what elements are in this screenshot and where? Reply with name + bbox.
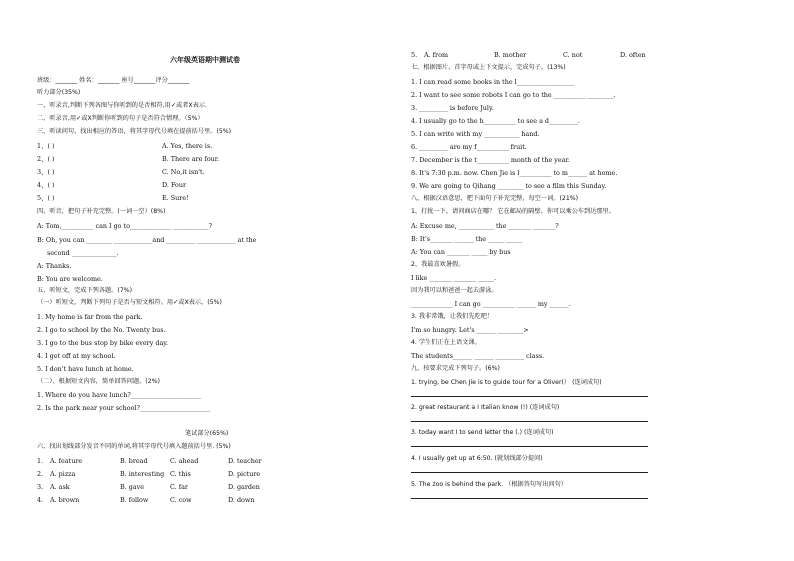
- section-8-prompt: 1、打扰一下，请问商店在哪？ 它在邮局的隔壁。你可以乘公车到达那里。: [411, 208, 615, 215]
- section-6-option-c: C. this: [170, 470, 191, 478]
- section-6-option-b: B. follow: [120, 496, 149, 504]
- section-8-instruction: 八、根据汉语意思，把下面句子补充完整，每空一词。(21%): [411, 195, 579, 202]
- section-4-line: B: You are welcome.: [37, 275, 103, 283]
- answer-line: [411, 421, 648, 422]
- section-6-option-d: D. down: [228, 496, 255, 504]
- section-9-item: 5. The zoo is behind the park. （根据答句写出问句）: [411, 481, 568, 488]
- section-6-number: 2.: [37, 470, 44, 478]
- exam-title: 六年级英语期中测试卷: [170, 56, 240, 64]
- section-5-statement: 1. My home is far from the park.: [37, 313, 143, 321]
- section-4-line: A: Tom,__________ can I go to_____________ ___________?: [37, 222, 213, 230]
- section-3-option: C. No,it isn't.: [162, 168, 205, 176]
- section-7-item: 2. I want to see some robots I can go to the __________ ________.: [411, 91, 616, 99]
- section-5-statement: 4. I get off at my school.: [37, 352, 116, 360]
- answer-line: [411, 446, 648, 447]
- section-4-line: B: Oh, you can ________ ____________and _________ ____________ at the: [37, 236, 257, 244]
- section-8-prompt: 3. 我非常饿，让我们先吃吧！: [411, 313, 494, 320]
- section-9-item: 1. trying, be Chen Jie is to guide tour for a Oliver(） (连词成句): [411, 379, 602, 386]
- section-6-number: 5.: [411, 51, 418, 59]
- section-5-statement: 2. I go to school by the No. Twenty bus.: [37, 326, 166, 334]
- section-6-option-c: C. not: [563, 51, 583, 59]
- section-3-item-number: 3、( ): [37, 168, 55, 176]
- section-6-option-d: D. often: [620, 51, 646, 59]
- section-8-line: B: It's_______ ______ the _____ _____: [411, 235, 523, 243]
- section-6-number: 1.: [37, 457, 44, 465]
- section-6-option-c: C. cow: [170, 496, 192, 504]
- section-5-part-2: （二）、根据短文内容，简单回答问题。(2%): [37, 378, 160, 385]
- section-6-option-d: D. teacher: [228, 457, 262, 465]
- section-6-instruction: 六、找出划线部分发音不同的单词,将其字母代号填入题前括号里. (5%): [37, 443, 231, 450]
- section-4-line: second ______________.: [47, 249, 119, 257]
- section-9-item: 2. great restaurant a I Italian know (!) (连词成句): [411, 404, 560, 411]
- section-6-option-b: B. interesting: [120, 470, 165, 478]
- section-7-item: 7. December is the t__________ month of the year.: [411, 156, 570, 164]
- section-4-instruction: 四、听音，把句子补充完整。(一词一空）(8%): [37, 208, 166, 215]
- section-6-number: 4.: [37, 496, 44, 504]
- section-5-instruction: 五、听短文，完成下列各题。(7%): [37, 287, 133, 294]
- section-4-line: A: Thanks.: [37, 262, 72, 270]
- section-8-line: _____________ I can go __________ ______ my ______.: [411, 300, 571, 308]
- section-6-option-a: A. ask: [50, 483, 70, 491]
- section-3-item-number: 1、( ): [37, 142, 55, 150]
- section-8-line: I like _______ _______ _____.: [411, 274, 497, 282]
- section-3-option: A. Yes, there is.: [162, 142, 213, 150]
- section-2-instruction: 二、听录音,用✓或X判断你听到的句子是否符合情理。（5%）: [37, 115, 204, 122]
- section-8-line: A: You can _______ _____ by bus: [411, 248, 511, 256]
- section-7-item: 1. I can read some books in the l__________________: [411, 78, 575, 86]
- section-6-option-b: B. bread: [120, 457, 148, 465]
- section-6-option-a: A. pizza: [50, 470, 76, 478]
- section-3-item-number: 4、( ): [37, 181, 55, 189]
- header-fields: 班级：_______ 姓名：_______ 座号_______评分_______: [37, 77, 190, 84]
- section-8-prompt: 2、我最喜欢暑假。: [411, 261, 465, 268]
- section-6-option-d: D. garden: [228, 483, 260, 491]
- answer-line: [411, 396, 648, 397]
- section-8-prompt: 因为我可以和爸爸一起去游泳。: [411, 287, 498, 294]
- section-9-instruction: 九、按要求完成下列句子。(6%): [411, 365, 500, 372]
- section-9-item: 3. today want I to send letter the (.) (连词成句): [411, 429, 554, 436]
- section-7-item: 8. It's 7:30 p.m. now. Chen Jie is l__________ to m______ at home.: [411, 169, 618, 177]
- section-8-line: A: Excuse me, ___________ the _______ _______?: [411, 222, 559, 230]
- section-3-item-number: 5、( ): [37, 194, 55, 202]
- section-3-option: B. There are four.: [162, 155, 220, 163]
- section-8-prompt: 4. 学生们正在上语文课。: [411, 339, 481, 346]
- section-6-option-a: A. feature: [50, 457, 83, 465]
- section-7-item: 4. I usually go to the h__________ to see a d_________.: [411, 117, 580, 125]
- section-5-question: 1. Where do you have lunch?______________________: [37, 391, 202, 399]
- section-5-question: 2. Is the park near your school?______________________: [37, 404, 211, 412]
- section-8-line: I'm so hungry. Let's ______ ________>: [411, 326, 529, 334]
- section-3-item-number: 2、( ): [37, 155, 55, 163]
- section-1-instruction: 一、听录音,判断下列各图与你听到的是否相符,用✓或者X表示.: [37, 102, 208, 109]
- section-3-option: E. Sure!: [162, 194, 189, 202]
- section-5-part-1: （一）听短文，判断下列句子是否与短文相符。用✓或X表示。(5%): [37, 299, 222, 306]
- section-6-option-b: B. gave: [120, 483, 145, 491]
- section-9-item: 4. I usually get up at 6:50. (就划线部分提问): [411, 455, 543, 462]
- section-7-item: 6. _________ are my f__________ fruit.: [411, 143, 527, 151]
- section-7-item: 9. We are going to Qihang ________ to see a film this Sunday.: [411, 182, 607, 190]
- section-5-statement: 5. I don't have lunch at home.: [37, 365, 134, 373]
- section-7-instruction: 七、根据图片、首字母或上下文提示，完成句子。(13%): [411, 64, 566, 71]
- section-6-option-c: C. ahead: [170, 457, 199, 465]
- section-3-option: D. Four: [162, 181, 187, 189]
- section-6-option-a: A. brown: [50, 496, 80, 504]
- section-3-instruction: 三、听读问句，找出相应的答语，将其字母代号填在提前括号里。(5%): [37, 128, 232, 135]
- section-6-number: 3.: [37, 483, 44, 491]
- written-heading: 笔试部分(65%): [185, 430, 229, 437]
- listening-heading: 听力部分(35%): [37, 89, 81, 96]
- answer-line: [411, 472, 648, 473]
- section-7-item: 3. _________ is before July.: [411, 104, 494, 112]
- section-8-line: The students______ ______ _________ class.: [411, 352, 545, 360]
- section-5-statement: 3. I go to the bus stop by bike every day.: [37, 339, 169, 347]
- section-6-option-d: D. picture: [228, 470, 261, 478]
- section-7-item: 5. I can write with my ___________ hand.: [411, 130, 540, 138]
- section-6-option-b: B. mother: [494, 51, 527, 59]
- section-6-option-a: A. from: [424, 51, 449, 59]
- section-6-option-c: C. far: [170, 483, 188, 491]
- answer-line: [411, 498, 648, 499]
